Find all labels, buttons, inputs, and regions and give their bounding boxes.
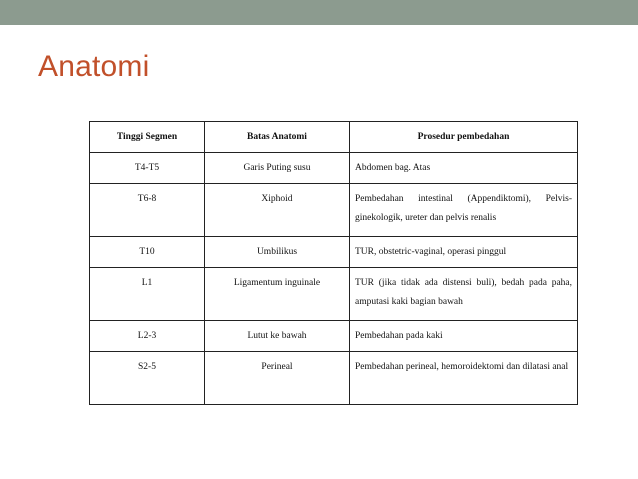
anatomy-cell: Ligamentum inguinale [205,268,350,321]
procedure-cell: TUR, obstetric-vaginal, operasi pinggul [350,237,578,268]
column-header-segment: Tinggi Segmen [90,122,205,153]
procedure-cell: TUR (jika tidak ada distensi buli), bedah pada paha, amputasi kaki bagian bawah [350,268,578,321]
table-row [90,184,578,237]
slide-title: Anatomi [38,50,150,83]
anatomy-cell: Xiphoid [205,184,350,237]
anatomy-cell: Garis Puting susu [205,153,350,184]
anatomy-cell: Perineal [205,352,350,405]
procedure-cell: Abdomen bag. Atas [350,153,578,184]
segment-cell: L1 [90,268,205,321]
segment-cell: S2-5 [90,352,205,405]
segment-cell: T6-8 [90,184,205,237]
segment-cell: L2-3 [90,321,205,352]
table-row [90,153,578,184]
table-header-row [90,122,578,153]
segment-cell: T4-T5 [90,153,205,184]
anatomy-cell: Umbilikus [205,237,350,268]
table-row [90,237,578,268]
table-row [90,352,578,405]
top-banner-bar [0,0,638,25]
procedure-cell: Pembedahan pada kaki [350,321,578,352]
segment-cell: T10 [90,237,205,268]
procedure-cell: Pembedahan intestinal (Appendiktomi), Pelvis-ginekologik, ureter dan pelvis renalis [350,184,578,237]
table-row [90,268,578,321]
table-row [90,321,578,352]
column-header-anatomy: Batas Anatomi [205,122,350,153]
column-header-procedure: Prosedur pembedahan [350,122,578,153]
anatomy-cell: Lutut ke bawah [205,321,350,352]
anatomy-table [89,121,578,405]
procedure-cell: Pembedahan perineal, hemoroidektomi dan dilatasi anal [350,352,578,405]
